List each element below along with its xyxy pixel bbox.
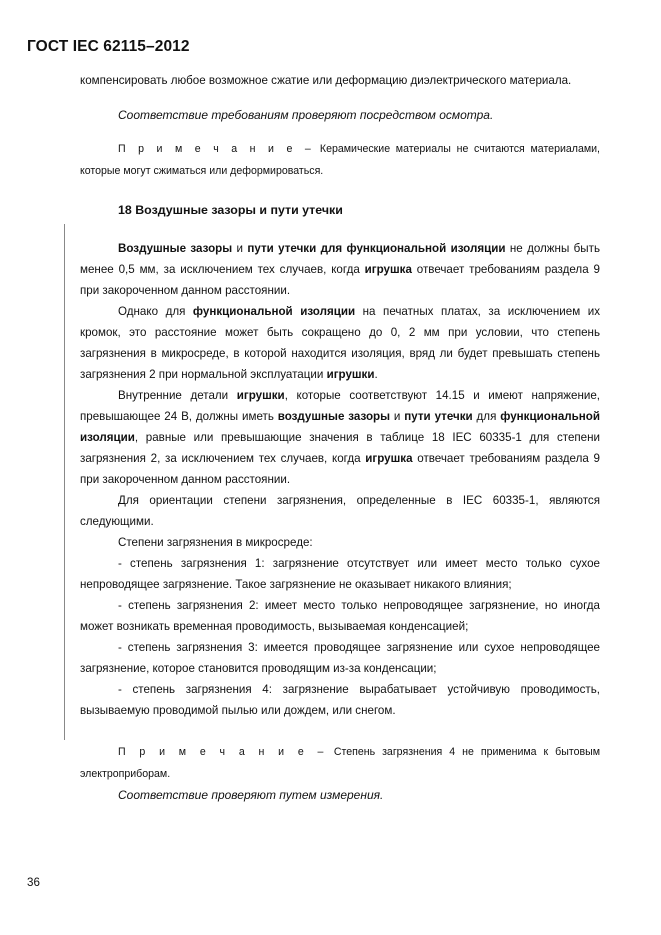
- list-item: - степень загрязнения 4: загрязнение вырабатывает устойчивую проводимость, вызываемую проводимой пылью или дождем, или снегом.: [80, 683, 600, 717]
- paragraph: Степени загрязнения в микросреде:: [118, 536, 313, 549]
- note: [80, 138, 600, 182]
- list-item: - степень загрязнения 1: загрязнение отсутствует или имеет место только сухое непроводящее загрязнение. Такое загрязнение не оказывает никакого влияния;: [80, 557, 600, 591]
- text: отвечает требованиям раздела 9 при закороченном данном расстоянии.: [80, 263, 600, 297]
- note: [80, 741, 600, 785]
- paragraph: Для ориентации степени загрязнения, определенные в IEC 60335-1, являются следующими.: [80, 494, 600, 528]
- text: Внутренние детали: [118, 389, 237, 402]
- text: и: [390, 410, 405, 423]
- note-text: Степень загрязнения 4 не применима к бытовым электроприборам.: [80, 746, 600, 780]
- paragraph: [80, 385, 600, 490]
- term: игрушки: [326, 368, 375, 381]
- term: игрушки: [236, 389, 285, 402]
- page-number: 36: [27, 876, 40, 889]
- text: Однако для: [118, 305, 193, 318]
- text: для: [472, 410, 501, 423]
- text: на печатных платах, за исключением их кромок, это расстояние может быть сокращено до 0, 2 мм при условии, что степень загрязнения в микросреде, в которой находится изоляция, вряд ли будет превышать степень загрязнения 2 при нормальной эксплуатации: [80, 305, 600, 381]
- text: , равные или превышающие значения в таблице 18 IEC 60335-1 для степени загрязнения 2, за исключением тех случаев, когда: [80, 431, 600, 465]
- text: и: [232, 242, 248, 255]
- paragraph-compliance: Соответствие требованиям проверяют посредством осмотра.: [118, 108, 494, 122]
- term: пути утечки для функциональной изоляции: [247, 242, 506, 255]
- note-prefix: П р и м е ч а н и е –: [118, 143, 315, 155]
- note-text: Керамические материалы не считаются материалами, которые могут сжиматься или деформироваться.: [80, 143, 600, 177]
- paragraph-compliance: Соответствие проверяют путем измерения.: [118, 788, 384, 802]
- term: игрушка: [364, 263, 412, 276]
- document-header: ГОСТ IEC 62115–2012: [27, 38, 190, 55]
- section-heading: 18 Воздушные зазоры и пути утечки: [118, 203, 343, 217]
- paragraph: [80, 238, 600, 301]
- list-item: - степень загрязнения 2: имеет место только непроводящее загрязнение, но иногда может возникать временная проводимость, вызываемая конденсацией;: [80, 599, 600, 633]
- text: .: [374, 368, 378, 381]
- paragraph: компенсировать любое возможное сжатие или деформацию диэлектрического материала.: [80, 74, 572, 87]
- paragraph: [80, 301, 600, 385]
- term: функциональной изоляции: [192, 305, 356, 318]
- term: функциональной изоляции: [80, 410, 600, 444]
- term: игрушка: [365, 452, 413, 465]
- term: Воздушные зазоры: [118, 242, 233, 255]
- note-prefix: П р и м е ч а н и е –: [118, 746, 327, 758]
- term: воздушные зазоры: [277, 410, 391, 423]
- text: отвечает требованиям раздела 9 при закороченном данном расстоянии.: [80, 452, 600, 486]
- text: не должны быть менее 0,5 мм, за исключением тех случаев, когда: [80, 242, 600, 276]
- text: , которые соответствуют 14.15 и имеют напряжение, превышающее 24 В, должны иметь: [80, 389, 600, 423]
- term: пути утечки: [404, 410, 473, 423]
- list-item: - степень загрязнения 3: имеется проводящее загрязнение или сухое непроводящее загрязнение, которое становится проводящим из-за конденсации;: [80, 641, 600, 675]
- change-bar: [64, 224, 65, 740]
- page-content: [80, 70, 600, 806]
